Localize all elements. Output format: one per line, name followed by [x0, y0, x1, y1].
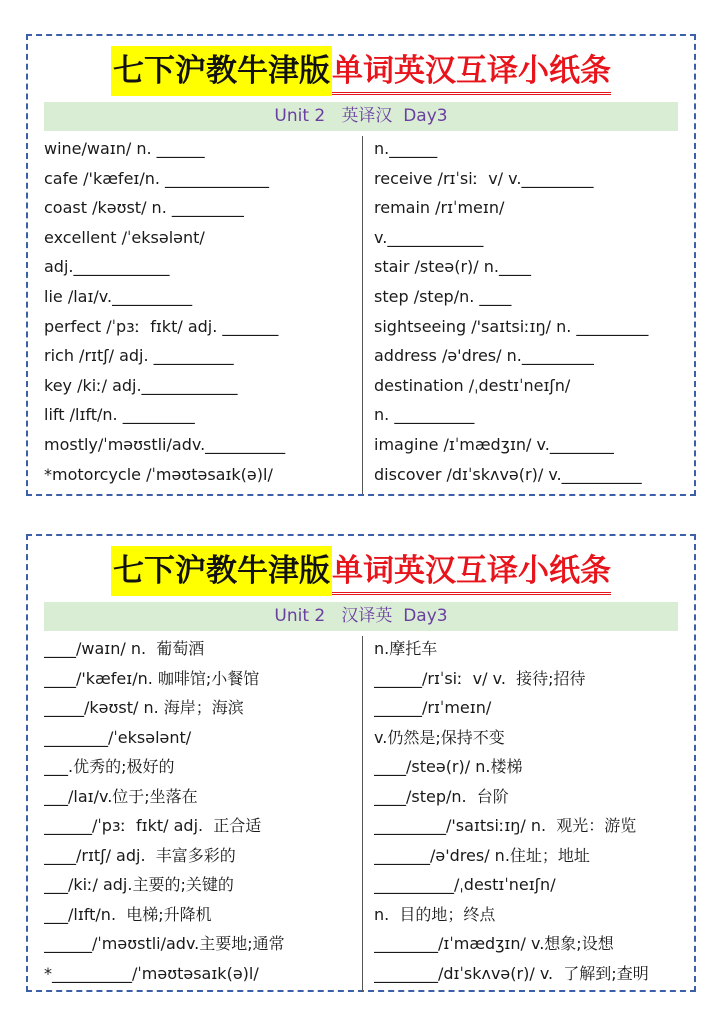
- vocab-row: coast /kəʊst/ n. _________: [44, 198, 244, 218]
- left-column: [44, 634, 356, 988]
- vocab-row: key /kiː/ adj.____________: [44, 375, 238, 395]
- vocab-row: ____/'kæfeɪ/n. 咖啡馆;小餐馆: [44, 668, 260, 688]
- vocab-row: excellent /ˈeksələnt/: [44, 227, 205, 247]
- vocab-row: mostly/ˈməʊstli/adv.__________: [44, 434, 286, 454]
- vocab-row: __________/ˌdestɪˈneɪʃn/: [374, 875, 556, 894]
- title-highlight: 七下沪教牛津版: [111, 546, 332, 596]
- vocab-row: *motorcycle /ˈməʊtəsaɪk(ə)l/: [44, 464, 273, 484]
- vocab-row: perfect /ˈpɜː fɪkt/ adj. _______: [44, 316, 279, 336]
- vocab-row: adj.____________: [44, 257, 170, 277]
- vocab-row: ________/dɪˈskʌvə(r)/ v. 了解到;查明: [374, 963, 649, 983]
- vocab-row: sightseeing /'saɪtsiːɪŋ/ n. _________: [374, 316, 649, 336]
- vocab-row: ___/laɪ/v.位于;坐落在: [44, 786, 198, 806]
- title-highlight: 七下沪教牛津版: [111, 46, 332, 96]
- vocab-row: stair /steə(r)/ n.____: [374, 257, 531, 277]
- vocab-row: destination /ˌdestɪˈneɪʃn/: [374, 375, 571, 395]
- right-column: [374, 134, 680, 489]
- card-title: [28, 546, 694, 596]
- vocab-row: wine/waɪn/ n. ______: [44, 139, 205, 158]
- vocab-row: lie /laɪ/v.__________: [44, 286, 193, 306]
- vocab-row: receive /rɪˈsiː v/ v._________: [374, 168, 594, 188]
- column-divider: [362, 636, 363, 992]
- vocab-row: step /step/n. ____: [374, 286, 512, 306]
- title-red: 单词英汉互译小纸条: [332, 551, 611, 595]
- vocab-row: v.仍然是;保持不变: [374, 727, 505, 747]
- vocab-row: n. 目的地；终点: [374, 904, 496, 924]
- vocab-row: ______/rɪˈmeɪn/: [374, 698, 492, 717]
- section-subtitle: Unit 2 英译汉 Day3: [44, 102, 678, 131]
- vocab-row: ____/step/n. 台阶: [374, 786, 509, 806]
- vocab-row: n.______: [374, 139, 438, 158]
- vocab-row: ___.优秀的;极好的: [44, 757, 175, 776]
- vocab-row: remain /rɪˈmeɪn/: [374, 198, 505, 218]
- vocab-row: v.____________: [374, 227, 484, 247]
- vocab-row: n. __________: [374, 405, 475, 425]
- vocab-row: cafe /'kæfeɪ/n. _____________: [44, 168, 270, 188]
- vocab-row: lift /lɪft/n. _________: [44, 405, 195, 425]
- vocab-row: ______/rɪˈsiː v/ v. 接待;招待: [374, 668, 586, 688]
- vocab-row: ______/ˈpɜː fɪkt/ adj. 正合适: [44, 816, 262, 835]
- vocab-row: *__________/ˈməʊtəsaɪk(ə)l/: [44, 963, 259, 983]
- vocab-row: _____/kəʊst/ n. 海岸；海滨: [44, 698, 244, 717]
- vocab-row: address /ə'dres/ n._________: [374, 346, 594, 366]
- column-divider: [362, 136, 363, 494]
- vocab-row: _______/ə'dres/ n.住址；地址: [374, 845, 590, 865]
- vocab-row: _________/'saɪtsiːɪŋ/ n. 观光：游览: [374, 816, 637, 835]
- worksheet-card-cn-to-en: [26, 534, 696, 992]
- worksheet-card-en-to-cn: [26, 34, 696, 496]
- card-title: [28, 46, 694, 96]
- vocab-row: imagine /ɪˈmædʒɪn/ v.________: [374, 434, 614, 454]
- left-column: [44, 134, 356, 489]
- vocab-row: ________/ɪˈmædʒɪn/ v.想象;设想: [374, 934, 614, 953]
- vocab-row: discover /dɪˈskʌvə(r)/ v.__________: [374, 464, 642, 484]
- right-column: [374, 634, 680, 988]
- vocab-row: n.摩托车: [374, 639, 438, 658]
- section-subtitle: Unit 2 汉译英 Day3: [44, 602, 678, 631]
- vocab-row: ___/kiː/ adj.主要的;关键的: [44, 875, 234, 894]
- vocab-row: ____/rɪtʃ/ adj. 丰富多彩的: [44, 845, 236, 865]
- vocab-row: ________/ˈeksələnt/: [44, 727, 192, 747]
- vocab-row: ____/waɪn/ n. 葡萄酒: [44, 639, 205, 658]
- vocab-row: ____/steə(r)/ n.楼梯: [374, 757, 523, 776]
- title-red: 单词英汉互译小纸条: [332, 51, 611, 95]
- vocab-row: rich /rɪtʃ/ adj. __________: [44, 346, 234, 366]
- vocab-row: ______/ˈməʊstli/adv.主要地;通常: [44, 934, 285, 953]
- vocab-row: ___/lɪft/n. 电梯;升降机: [44, 904, 212, 924]
